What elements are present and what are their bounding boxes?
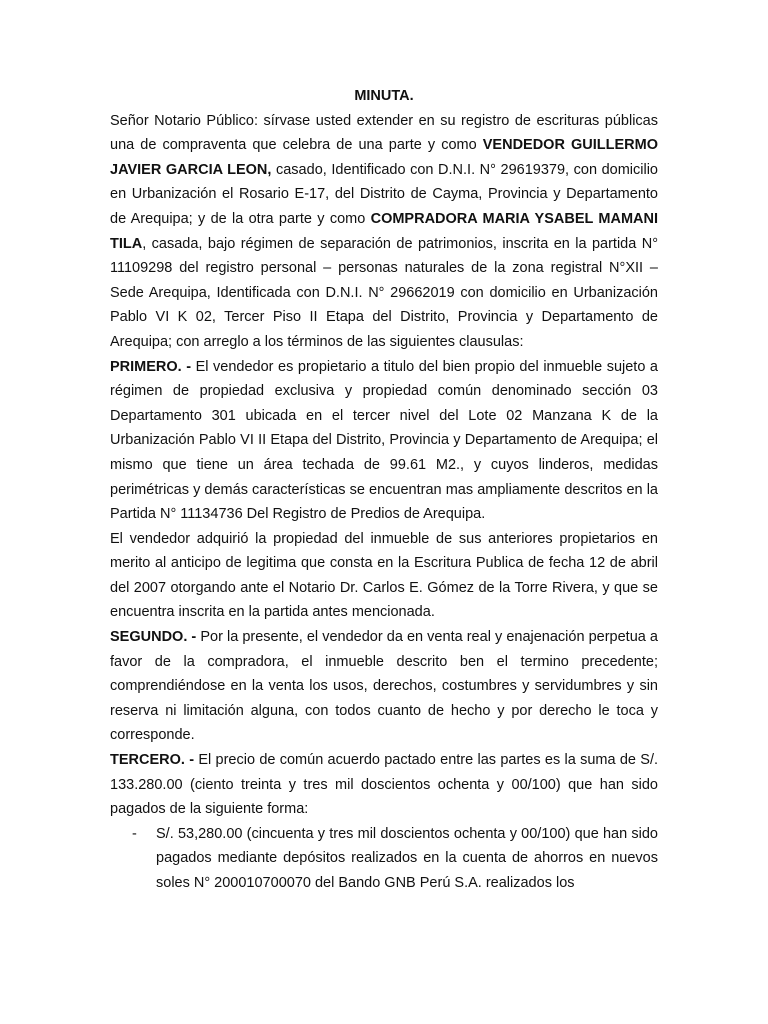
- bullet-marker: -: [132, 825, 137, 842]
- vendedor-name: VENDEDOR GUILLERMO JAVIER GARCIA LEON,: [110, 137, 658, 178]
- intro-paragraph: [110, 109, 658, 355]
- clause-segundo-heading: SEGUNDO. -: [110, 629, 197, 646]
- intro-text-2: casado, Identificado con D.N.I. N° 29619379, con domicilio en Urbanización el Rosario E-17, del Distrito de Cayma, Provincia y Departamento de Arequipa; y de la otra parte y como: [110, 161, 658, 227]
- clause-tercero: [110, 748, 658, 822]
- document-title: MINUTA.: [354, 88, 414, 104]
- intro-text-3: , casada, bajo régimen de separación de patrimonios, inscrita en la partida N° 11109298 del registro personal – personas naturales de la zona registral N°XII – Sede Arequipa, Identificada con D.N.I. N° 29662019 con domicilio en Urbanización Pablo VI K 02, Tercer Piso II Etapa del Distrito, Provincia y Departamento de Arequipa; con arreglo a los términos de las siguientes clausulas:: [110, 235, 658, 350]
- clause-primero-heading: PRIMERO. -: [110, 358, 192, 375]
- payment-bullet-text: S/. 53,280.00 (cincuenta y tres mil doscientos ochenta y 00/100) que han sido pagados mediante depósitos realizados en la cuenta de ahorros en nuevos soles N° 200010700070 del Bando GNB Perú S.A. realizados los: [156, 825, 658, 891]
- clause-primero-text: El vendedor es propietario a titulo del bien propio del inmueble sujeto a régimen de propiedad exclusiva y propiedad común denominado sección 03 Departamento 301 ubicada en el tercer nivel del Lote 02 Manzana K de la Urbanización Pablo VI II Etapa del Distrito, Provincia y Departamento de Arequipa; el mismo que tiene un área techada de 99.61 M2., y cuyos linderos, medidas perimétricas y demás características se encuentran mas ampliamente descritos en la Partida N° 11134736 Del Registro de Predios de Arequipa.: [110, 358, 658, 523]
- clause-tercero-heading: TERCERO. -: [110, 752, 195, 769]
- clause-segundo-text: Por la presente, el vendedor da en venta real y enajenación perpetua a favor de la compradora, el inmueble descrito ben el termino precedente; comprendiéndose en la venta los usos, derechos, costumbres y servidumbres y sin reserva ni limitación alguna, con todos cuanto de hecho y por derecho le toca y corresponde.: [110, 629, 658, 744]
- adquisicion-paragraph: El vendedor adquirió la propiedad del inmueble de sus anteriores propietarios en merito al anticipo de legitima que consta en la Escritura Publica de fecha 12 de abril del 2007 otorgando ante el Notario Dr. Carlos E. Gómez de la Torre Rivera, y que se encuentra inscrita en la partida antes mencionada.: [110, 530, 658, 621]
- clause-tercero-text: El precio de común acuerdo pactado entre las partes es la suma de S/. 133.280.00 (ciento treinta y tres mil doscientos ochenta y 00/100) que han sido pagados de la siguiente forma:: [110, 752, 658, 818]
- clause-primero: [110, 355, 658, 527]
- clause-segundo: [110, 625, 658, 748]
- payment-bullet: [110, 822, 658, 896]
- document-page: [110, 84, 658, 896]
- intro-text-1: Señor Notario Público: sírvase usted extender en su registro de escrituras públicas una de compraventa que celebra de una parte y como: [110, 112, 658, 154]
- compradora-name: COMPRADORA MARIA YSABEL MAMANI TILA: [110, 210, 658, 252]
